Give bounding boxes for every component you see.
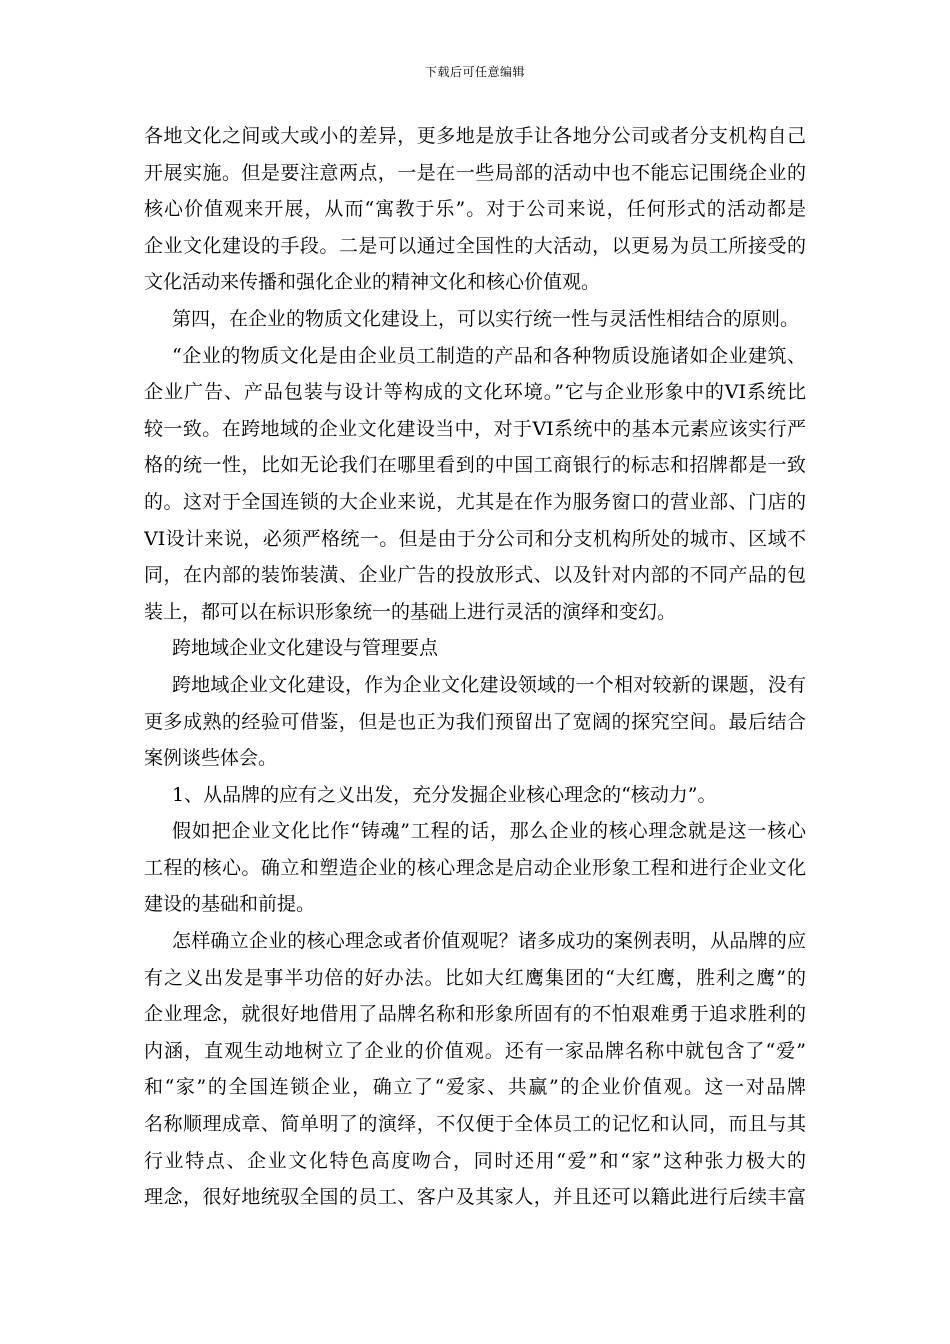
text-line: 行业特点、企业文化特色高度吻合，同时还用“爱”和“家”这种张力极大的 — [144, 1149, 806, 1172]
text-line: 内涵，直观生动地树立了企业的价值观。还有一家品牌名称中就包含了“爱” — [144, 1039, 806, 1062]
text-line: 装上，都可以在标识形象统一的基础上进行灵活的演绎和变幻。 — [144, 600, 677, 623]
text-line: 假如把企业文化比作“铸魂”工程的话，那么企业的核心理念就是这一核心 — [172, 820, 806, 843]
text-line: 企业广告、产品包装与设计等构成的文化环境。”它与企业形象中的VI系统比 — [144, 381, 806, 404]
text-line: “企业的物质文化是由企业员工制造的产品和各种物质设施诸如企业建筑、 — [172, 344, 806, 367]
text-line: 和“家”的全国连锁企业，确立了“爱家、共赢”的企业价值观。这一对品牌 — [144, 1076, 806, 1099]
text-line: 的。这对于全国连锁的大企业来说，尤其是在作为服务窗口的营业部、门店的 — [144, 490, 806, 513]
text-line: 各地文化之间或大或小的差异，更多地是放手让各地分公司或者分支机构自己 — [144, 125, 806, 147]
body-text — [144, 118, 806, 1216]
text-line: 同，在内部的装饰装潢、企业广告的投放形式、以及针对内部的不同产品的包 — [144, 564, 806, 587]
text-line: 核心价值观来开展，从而“寓教于乐”。对于公司来说，任何形式的活动都是 — [144, 198, 806, 221]
text-line: 企业文化建设的手段。二是可以通过全国性的大活动，以更易为员工所接受的 — [144, 234, 806, 257]
text-line: VI设计来说，必须严格统一。但是由于分公司和分支机构所处的城市、区域不 — [144, 527, 806, 550]
text-line: 案例谈些体会。 — [144, 747, 278, 770]
text-line: 文化活动来传播和强化企业的精神文化和核心价值观。 — [144, 271, 601, 294]
text-line: 名称顺理成章、简单明了的演绎，不仅便于全体员工的记忆和认同，而且与其 — [144, 1113, 806, 1136]
text-line: 建设的基础和前提。 — [144, 893, 316, 916]
text-line: 跨地域企业文化建设，作为企业文化建设领域的一个相对较新的课题，没有 — [172, 673, 806, 696]
text-line: 理念，很好地统驭全国的员工、客户及其家人，并且还可以籍此进行后续丰富 — [144, 1186, 806, 1209]
text-line: 较一致。在跨地域的企业文化建设当中，对于VI系统中的基本元素应该实行严 — [144, 417, 806, 440]
page-header: 下载后可任意编辑 — [424, 65, 525, 79]
text-line: 更多成熟的经验可借鉴，但是也正为我们预留出了宽阔的探究空间。最后结合 — [144, 710, 806, 733]
text-line: 工程的核心。确立和塑造企业的核心理念是启动企业形象工程和进行企业文化 — [144, 856, 806, 879]
text-line: 1、从品牌的应有之义出发，充分发掘企业核心理念的“核动力”。 — [172, 783, 717, 806]
text-line: 跨地域企业文化建设与管理要点 — [172, 637, 439, 660]
text-line: 格的统一性，比如无论我们在哪里看到的中国工商银行的标志和招牌都是一致 — [144, 454, 806, 477]
text-line: 企业理念，就很好地借用了品牌名称和形象所固有的不怕艰难勇于追求胜利的 — [144, 1003, 806, 1026]
text-line: 有之义出发是事半功倍的好办法。比如大红鹰集团的“大红鹰，胜利之鹰”的 — [144, 966, 806, 989]
text-line: 开展实施。但是要注意两点，一是在一些局部的活动中也不能忘记围绕企业的 — [144, 161, 806, 184]
text-line: 第四，在企业的物质文化建设上，可以实行统一性与灵活性相结合的原则。 — [172, 307, 800, 330]
text-line: 怎样确立企业的核心理念或者价值观呢？诸多成功的案例表明，从品牌的应 — [172, 930, 806, 953]
